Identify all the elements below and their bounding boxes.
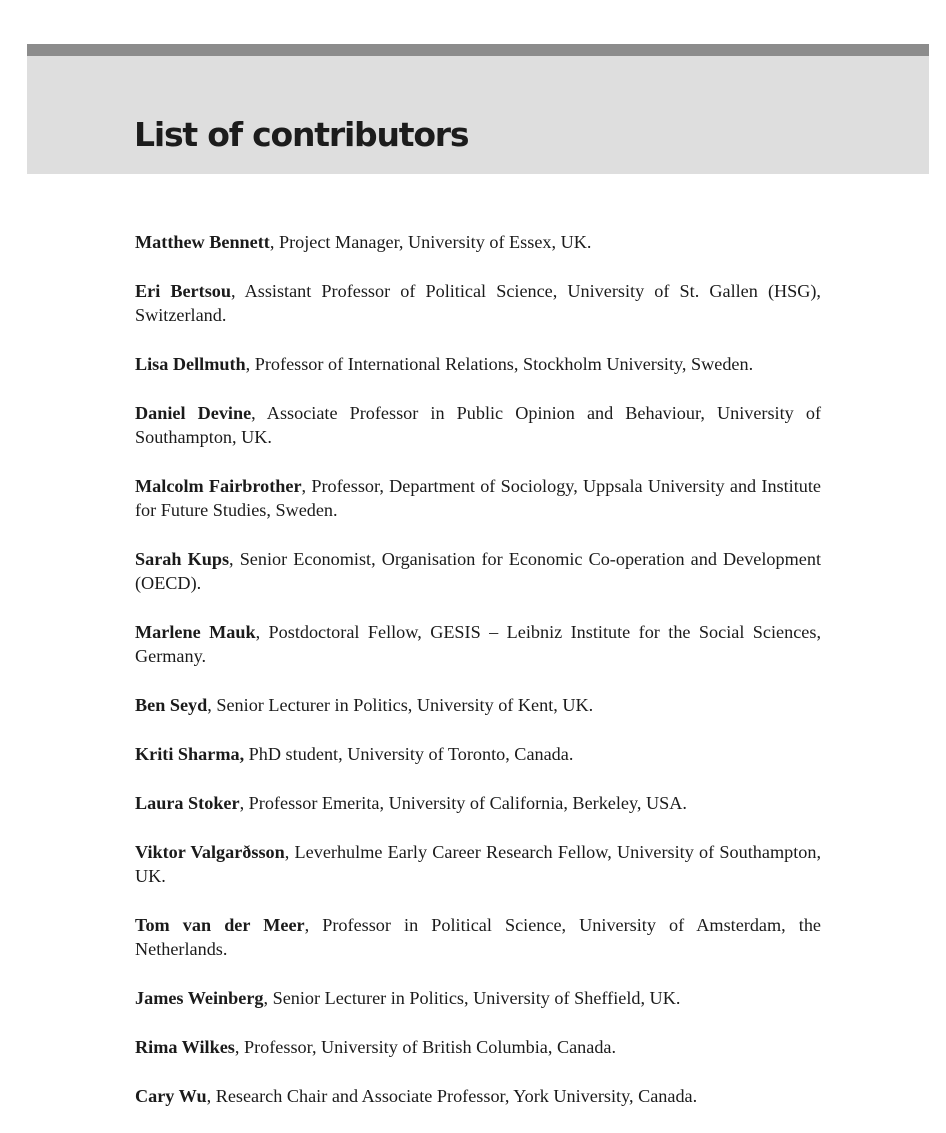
contributor-entry <box>135 620 821 668</box>
page-title: List of contributors <box>134 115 469 154</box>
contributor-entry <box>135 1035 821 1059</box>
contributor-name: Sarah Kups <box>135 549 230 569</box>
separator: , <box>229 549 234 569</box>
separator: , <box>263 988 269 1008</box>
contributor-affiliation: Associate Professor in Public Opinion and Behaviour, University of Southampton, UK. <box>135 403 821 447</box>
contributor-affiliation: Leverhulme Early Career Research Fellow, University of Southampton, UK. <box>135 842 821 886</box>
contributor-name: Lisa Dellmuth <box>135 354 246 374</box>
separator: , <box>255 622 261 642</box>
separator: , <box>245 354 251 374</box>
contributor-entry <box>135 474 821 522</box>
contributor-entry <box>135 840 821 888</box>
contributor-name: Eri Bertsou <box>135 281 231 301</box>
contributor-list <box>135 230 821 1133</box>
contributor-affiliation: Professor of International Relations, Stockholm University, Sweden. <box>250 354 754 374</box>
contributor-entry <box>135 401 821 449</box>
contributor-name: Malcolm Fairbrother <box>135 476 302 496</box>
contributor-entry <box>135 913 821 961</box>
contributor-name: Matthew Bennett <box>135 232 270 252</box>
contributor-entry <box>135 352 821 376</box>
contributor-affiliation: Assistant Professor of Political Science, University of St. Gallen (HSG), Switzerland. <box>135 281 821 325</box>
contributor-name: Marlene Mauk <box>135 622 256 642</box>
contributor-affiliation: Research Chair and Associate Professor, York University, Canada. <box>211 1086 698 1106</box>
separator: , <box>304 915 310 935</box>
contributor-entry <box>135 547 821 595</box>
contributor-name: Laura Stoker <box>135 793 240 813</box>
contributor-entry <box>135 742 821 766</box>
separator: , <box>206 1086 212 1106</box>
separator: , <box>251 403 256 423</box>
contributor-name: Daniel Devine <box>135 403 252 423</box>
contributor-entry <box>135 279 821 327</box>
header-rule-bar <box>27 44 929 56</box>
contributor-affiliation: Senior Lecturer in Politics, University of Sheffield, UK. <box>268 988 681 1008</box>
separator: , <box>239 793 245 813</box>
contributor-name: Cary Wu <box>135 1086 207 1106</box>
contributor-affiliation: Project Manager, University of Essex, UK. <box>274 232 592 252</box>
separator: , <box>284 842 290 862</box>
contributor-name: Kriti Sharma, <box>135 744 245 764</box>
contributor-affiliation: Professor, University of British Columbia, Canada. <box>239 1037 617 1057</box>
contributor-name: Rima Wilkes <box>135 1037 235 1057</box>
contributor-affiliation: Postdoctoral Fellow, GESIS – Leibniz Institute for the Social Sciences, Germany. <box>135 622 821 666</box>
contributor-name: Tom van der Meer <box>135 915 305 935</box>
chapter-header-band <box>27 44 929 174</box>
contributor-affiliation: Professor Emerita, University of California, Berkeley, USA. <box>244 793 687 813</box>
contributor-affiliation: Senior Economist, Organisation for Economic Co-operation and Development (OECD). <box>135 549 821 593</box>
separator: , <box>269 232 275 252</box>
contributor-name: James Weinberg <box>135 988 264 1008</box>
separator: , <box>230 281 236 301</box>
separator: , <box>301 476 307 496</box>
contributor-affiliation: PhD student, University of Toronto, Canada. <box>244 744 574 764</box>
contributor-entry <box>135 1084 821 1108</box>
contributor-affiliation: Professor, Department of Sociology, Uppsala University and Institute for Future Studies, Sweden. <box>135 476 821 520</box>
contributor-entry <box>135 230 821 254</box>
contributor-entry <box>135 791 821 815</box>
contributor-name: Viktor Valgarðsson <box>135 842 285 862</box>
contributor-name: Ben Seyd <box>135 695 208 715</box>
separator: , <box>234 1037 240 1057</box>
separator: , <box>207 695 212 715</box>
contributor-affiliation: Senior Lecturer in Politics, University of Kent, UK. <box>211 695 594 715</box>
contributor-entry <box>135 693 821 717</box>
contributor-affiliation: Professor in Political Science, University of Amsterdam, the Netherlands. <box>135 915 821 959</box>
contributor-entry <box>135 986 821 1010</box>
